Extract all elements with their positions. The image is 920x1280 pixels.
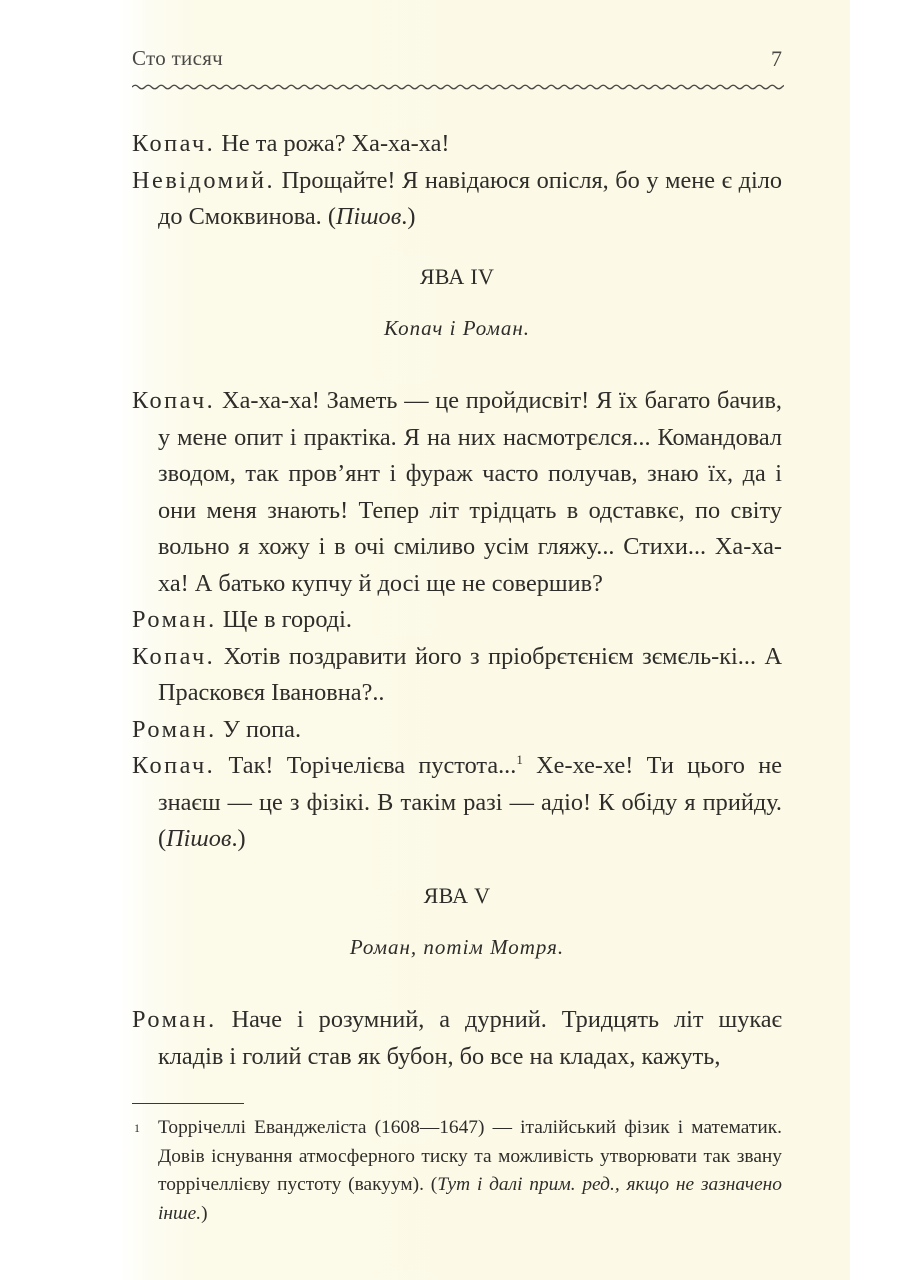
footnote-reference[interactable]: 1: [516, 752, 523, 767]
dialogue-block-1: [132, 126, 782, 236]
scene-cast: Роман, потім Мотря.: [349, 934, 565, 959]
scene-heading-4: [132, 259, 782, 346]
line-text: Хе-хе-хе! Ти цього не знаєш — це з фізікі. В такім разі — адіо! К обіду я прийду. (: [158, 752, 782, 852]
dialogue-line: [132, 126, 782, 163]
speaker-name: Копач.: [132, 642, 216, 670]
dialogue-line: [132, 712, 782, 749]
footnote-divider: [132, 1103, 244, 1104]
speaker-name: Копач.: [132, 387, 216, 414]
footnote-tail: ): [201, 1202, 208, 1224]
scene-title: ЯВА IV: [419, 264, 495, 289]
dialogue-line: [132, 602, 782, 639]
scene-heading-5: [132, 878, 782, 965]
speaker-name: Роман.: [132, 1006, 217, 1033]
footnote-text: [158, 1114, 782, 1228]
dialogue-line: [132, 639, 782, 712]
dialogue-block-3: [132, 1002, 782, 1075]
line-text: Не та рожа? Ха-ха-ха!: [215, 130, 450, 157]
dialogue-line: [132, 1002, 782, 1075]
footnote: [132, 1114, 782, 1228]
editor-note: Тут і далі прим. ред., якщо не зазначено інше.: [158, 1174, 783, 1224]
dialogue-block-2: [132, 383, 782, 858]
speaker-name: Копач.: [132, 752, 216, 779]
running-header: [132, 46, 782, 76]
line-text: У попа.: [216, 715, 302, 743]
page-number: 7: [771, 46, 782, 71]
dialogue-line: [132, 163, 782, 236]
line-text: Ще в городі.: [216, 606, 352, 633]
scene-cast: Копач і Роман.: [383, 315, 531, 340]
line-text-tail: .): [401, 203, 416, 230]
scene-title: ЯВА V: [423, 883, 491, 908]
stage-direction: Пішов: [166, 825, 232, 852]
speaker-name: Невідомий.: [132, 166, 276, 194]
running-title: Сто тисяч: [132, 46, 224, 70]
dialogue-line: [132, 383, 782, 602]
speaker-name: Роман.: [132, 715, 217, 743]
line-text: Хотів поздравити його з пріобрєтєнієм зємєль-кі... А Прасковєя Івановна?..: [158, 642, 782, 706]
line-text: Ха-ха-ха! Заметь — це пройдисвіт! Я їх багато бачив, у мене опит і практіка. Я на них насмотрєлся... Командовал зводом, так пров’янт і фураж часто получав, знаю їх, да і они меня знають! Тепер літ трідцать в одставкє, по світу вольно я хожу і в очі сміливо усім гляжу... Стихи... Ха-ха-ха! А батько купчу й досі ще не совершив?: [158, 387, 782, 597]
line-text: Прощайте! Я навідаюся опісля, бо у мене є діло до Смоквинова. (: [158, 166, 782, 230]
speaker-name: Роман.: [132, 606, 217, 633]
footnote-mark: 1: [134, 1121, 140, 1135]
line-text: Так! Торічелієва пустота...: [215, 752, 517, 779]
stage-direction: Пішов: [335, 203, 402, 230]
line-text: Наче і розумний, а дурний. Тридцять літ шукає кладів і голий став як бубон, бо все на кладах, кажуть,: [158, 1006, 782, 1070]
footnote-body: Торрічеллі Еванджеліста (1608—1647) — італійський фізик і математик. Довів існування атмосферного тиску та можливість утворювати так звану торрічеллієву пустоту (вакуум). (: [158, 1117, 782, 1195]
wavy-divider-icon: [132, 82, 784, 92]
line-text-tail: .): [231, 825, 246, 852]
speaker-name: Копач.: [132, 130, 216, 157]
dialogue-line: [132, 748, 782, 858]
